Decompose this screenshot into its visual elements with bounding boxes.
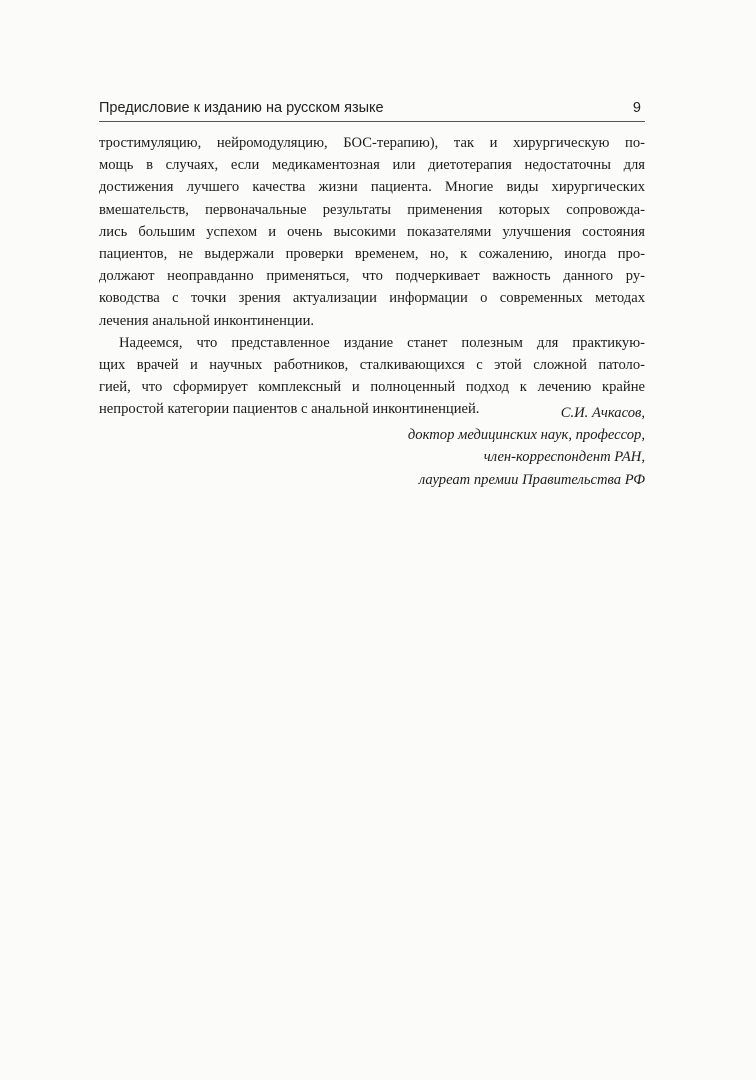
text-line: вмешательств, первоначальные результаты применения которых сопровожда- [99, 201, 645, 218]
running-header [99, 100, 645, 122]
text-line: должают неоправданно применяться, что подчеркивает важность данного ру- [99, 268, 645, 285]
header-rule [99, 121, 645, 122]
text-line: гией, что сформирует комплексный и полноценный подход к лечению крайне [99, 379, 645, 396]
text-line: достижения лучшего качества жизни пациента. Многие виды хирургических [99, 179, 645, 196]
text-line: лечения анальной инконтиненции. [99, 312, 315, 329]
running-header-title: Предисловие к изданию на русском языке [99, 100, 384, 116]
signature-name: С.И. Ачкасов, [560, 405, 645, 421]
signature-award: лауреат премии Правительства РФ [418, 471, 645, 488]
paragraph-1 [99, 132, 645, 332]
text-line: мощь в случаях, если медикаментозная или диетотерапия недостаточны для [99, 157, 645, 174]
page-number: 9 [632, 100, 641, 116]
signature-membership: член-корреспондент РАН, [483, 449, 645, 466]
signature-block [408, 402, 645, 491]
signature-degree: доктор медицинских наук, профессор, [407, 427, 645, 444]
text-line: ководства с точки зрения актуализации информации о современных методах [99, 290, 645, 307]
text-line: щих врачей и научных работников, сталкивающихся с этой сложной патоло- [99, 356, 645, 373]
text-line: лись большим успехом и очень высокими показателями улучшения состояния [99, 223, 645, 240]
text-line: пациентов, не выдержали проверки временем, но, к сожалению, иногда про- [99, 245, 645, 262]
body-text [99, 132, 645, 420]
text-line: Надеемся, что представленное издание станет полезным для практикую- [119, 334, 645, 351]
text-line: непростой категории пациентов с анальной инконтиненцией. [99, 401, 480, 418]
text-line: тростимуляцию, нейромодуляцию, БОС-терапию), так и хирургическую по- [99, 135, 645, 151]
